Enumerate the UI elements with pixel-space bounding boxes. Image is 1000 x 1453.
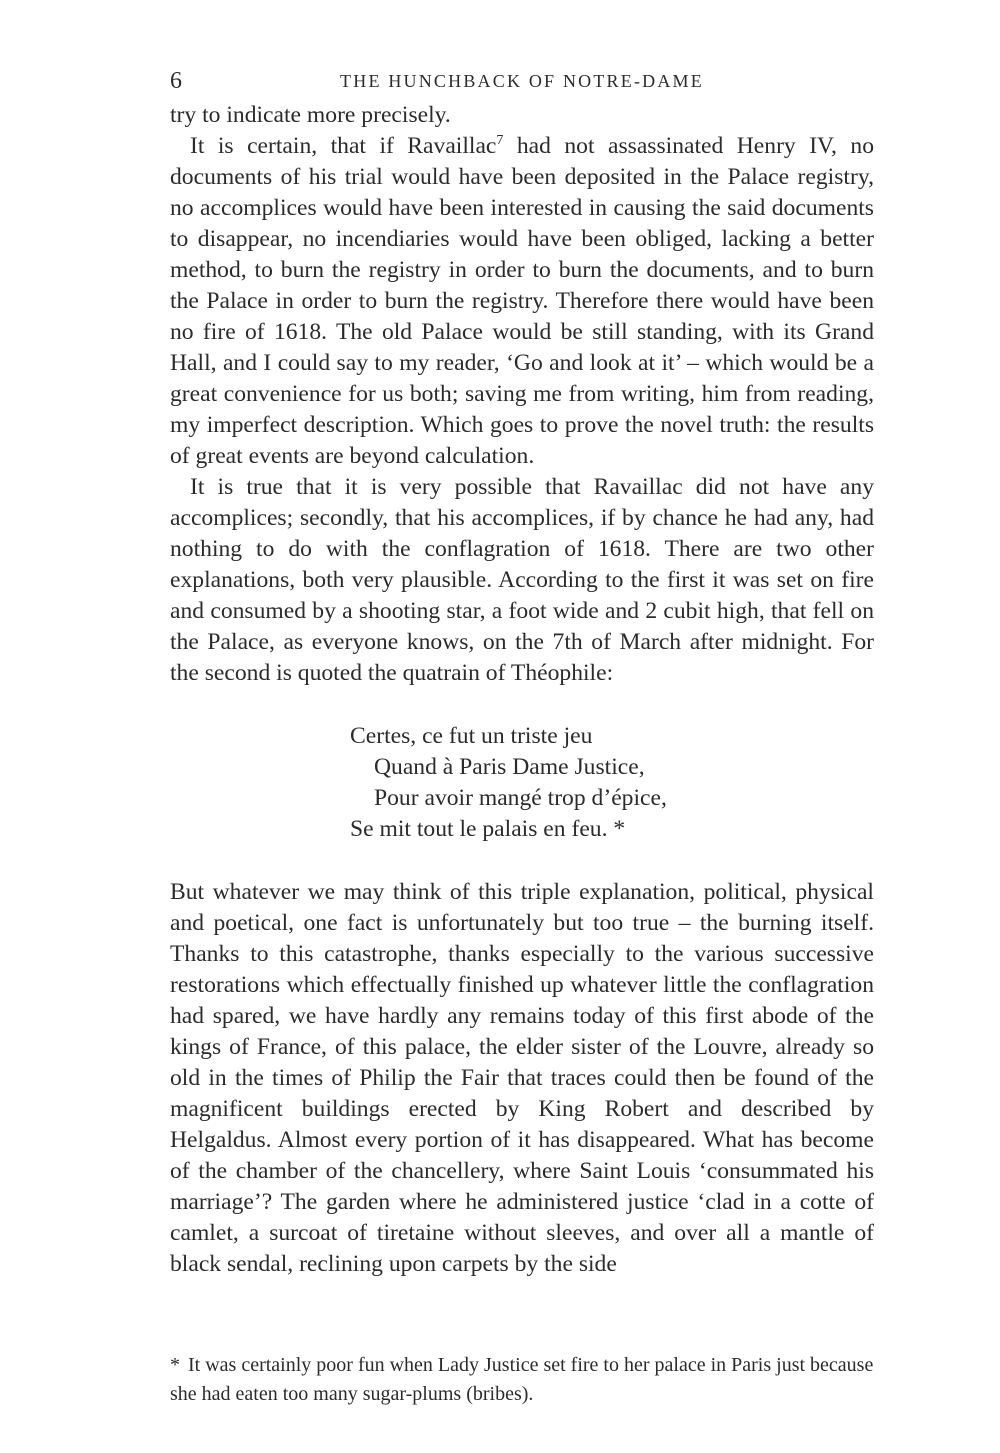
footnote-mark: * [170, 1354, 180, 1376]
verse-line: Se mit tout le palais en feu. * [350, 816, 626, 842]
endnote-reference: 7 [496, 133, 504, 149]
verse-line: Certes, ce fut un triste jeu [350, 723, 593, 749]
verse-line: Quand à Paris Dame Justice, [374, 754, 645, 780]
paragraph-ravaillac [170, 131, 874, 472]
paragraph-continuation: try to indicate more precisely. [170, 102, 451, 128]
body-text [170, 100, 874, 689]
footnote [170, 1351, 874, 1409]
footnote-text: It was certainly poor fun when Lady Justice set fire to her palace in Paris just because she had eaten too many sugar-plums (bribes). [170, 1354, 874, 1405]
body-text-continued [170, 877, 874, 1280]
paragraph-explanations: It is true that it is very possible that Ravaillac did not have any accomplices; secondly, that his accomplices, if by chance he had any, had nothing to do with the conflagration of 1618. There are two other explanations, both very plausible. According to the first it was set on fire and consumed by a shooting star, a foot wide and 2 cubit high, that fell on the Palace, as everyone knows, on the 7th of March after midnight. For the second is quoted the quatrain of Théophile: [170, 474, 874, 686]
paragraph-text: It is certain, that if Ravaillac [190, 133, 497, 159]
verse-line: Pour avoir mangé trop d’épice, [374, 785, 667, 811]
book-title: THE HUNCHBACK OF NOTRE-DAME [340, 71, 704, 91]
page-number: 6 [170, 68, 182, 94]
quatrain [350, 721, 874, 845]
paragraph-text: had not assassinated Henry IV, no documents of his trial would have been deposited in the Palace registry, no accomplices would have been interested in causing the said documents to disappear, no incendiaries would have been obliged, lacking a better method, to burn the registry in order to burn the documents, and to burn the Palace in order to burn the registry. Therefore there would have been no fire of 1618. The old Palace would be still standing, with its Grand Hall, and I could say to my reader, ‘Go and look at it’ – which would be a great convenience for us both; saving me from writing, him from reading, my imperfect description. Which goes to prove the novel truth: the results of great events are beyond calculation. [170, 133, 874, 469]
paragraph-burning: But whatever we may think of this triple explanation, political, physical and poetical, one fact is unfortunately but too true – the burning itself. Thanks to this catastrophe, thanks especially to the various successive restorations which effectually finished up whatever little the conflagration had spared, we have hardly any remains today of this first abode of the kings of France, of this palace, the elder sister of the Louvre, already so old in the times of Philip the Fair that traces could then be found of the magnificent buildings erected by King Robert and described by Helgaldus. Almost every portion of it has disappeared. What has become of the chamber of the chancellery, where Saint Louis ‘consummated his marriage’? The garden where he administered justice ‘clad in a cotte of camlet, a surcoat of tiretaine without sleeves, and over all a mantle of black sendal, reclining upon carpets by the side [170, 879, 874, 1277]
running-head [170, 66, 874, 100]
book-page [170, 66, 874, 1280]
